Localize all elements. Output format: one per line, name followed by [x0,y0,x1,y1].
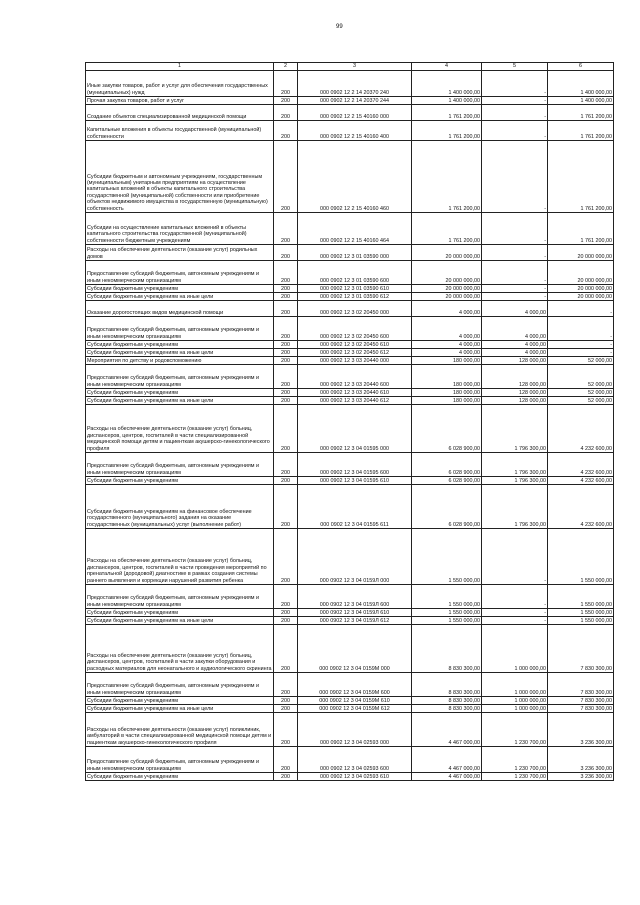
row-federal-cell: - [482,105,548,121]
row-name-cell: Мероприятия по детству и родовспоможению [86,357,274,365]
row-regional-cell: 1 761 200,00 [548,121,614,141]
table-row [86,453,614,477]
row-total-cell: 180 000,00 [412,389,482,397]
row-name-cell: Субсидии бюджетным учреждениям [86,341,274,349]
row-total-cell: 4 000,00 [412,301,482,317]
table-row [86,301,614,317]
table-row [86,121,614,141]
row-name-cell: Капитальные вложения в объекты государственной (муниципальной) собственности [86,121,274,141]
column-header: 4 [412,63,482,71]
row-name-cell: Субсидии бюджетным учреждениям [86,477,274,485]
table-body [86,71,614,781]
row-federal-cell: 128 000,00 [482,357,548,365]
row-federal-cell: - [482,97,548,105]
row-code-cell: 000 0902 12 3 04 01595 600 [298,453,412,477]
row-total-cell: 6 028 900,00 [412,405,482,453]
row-name-cell: Расходы на обеспечение деятельности (оказание услуг) больниц, диспансеров, центров, госпиталей в части проведения мероприятий по пренатальной (дородовой) диагностике в рамках создания системы раннего выявления и коррекции нарушений развития ребенка [86,529,274,585]
row-federal-cell: 4 000,00 [482,349,548,357]
column-header: 2 [274,63,298,71]
row-total-cell: 1 761 200,00 [412,105,482,121]
row-name-cell: Иные закупки товаров, работ и услуг для обеспечения государственных (муниципальных) нужд [86,71,274,97]
row-name-cell: Предоставление субсидий бюджетным, автономным учреждениям и иным некоммерческим организациям [86,747,274,773]
row-code-cell: 000 0902 12 3 04 0159М 612 [298,705,412,713]
row-total-cell: 8 830 300,00 [412,697,482,705]
row-name-cell: Предоставление субсидий бюджетным, автономным учреждениям и иным некоммерческим организациям [86,365,274,389]
row-federal-cell: 1 000 000,00 [482,697,548,705]
header-row [86,63,614,71]
row-name-cell: Прочая закупка товаров, работ и услуг [86,97,274,105]
row-code-cell: 000 0902 12 2 15 40160 464 [298,213,412,245]
row-regional-cell: 1 550 000,00 [548,617,614,625]
row-group-cell: 200 [274,405,298,453]
table-row [86,713,614,747]
row-total-cell: 4 000,00 [412,317,482,341]
row-total-cell: 1 550 000,00 [412,609,482,617]
row-federal-cell: - [482,285,548,293]
table-row [86,773,614,781]
row-federal-cell: - [482,121,548,141]
row-code-cell: 000 0902 12 3 02 20450 612 [298,349,412,357]
row-group-cell: 200 [274,285,298,293]
table-row [86,365,614,389]
row-name-cell: Предоставление субсидий бюджетным, автономным учреждениям и иным некоммерческим организациям [86,453,274,477]
row-federal-cell: 1 796 300,00 [482,405,548,453]
row-regional-cell: 7 830 300,00 [548,673,614,697]
row-federal-cell: 1 230 700,00 [482,747,548,773]
row-total-cell: 4 467 000,00 [412,747,482,773]
row-total-cell: 1 761 200,00 [412,213,482,245]
row-group-cell: 200 [274,617,298,625]
table-row [86,71,614,97]
row-regional-cell: 52 000,00 [548,389,614,397]
column-header: 6 [548,63,614,71]
column-header: 1 [86,63,274,71]
row-total-cell: 4 000,00 [412,349,482,357]
row-federal-cell: 4 000,00 [482,317,548,341]
row-regional-cell: 1 400 000,00 [548,97,614,105]
row-group-cell: 200 [274,317,298,341]
row-code-cell: 000 0902 12 3 03 20440 612 [298,397,412,405]
row-total-cell: 20 000 000,00 [412,245,482,261]
row-code-cell: 000 0902 12 3 04 0159М 000 [298,625,412,673]
row-regional-cell: 4 232 600,00 [548,405,614,453]
row-code-cell: 000 0902 12 3 04 02593 610 [298,773,412,781]
row-total-cell: 180 000,00 [412,365,482,389]
row-code-cell: 000 0902 12 3 03 20440 000 [298,357,412,365]
table-row [86,485,614,529]
row-code-cell: 000 0902 12 2 15 40160 460 [298,141,412,213]
page-number: 99 [336,24,343,30]
row-name-cell: Расходы на обеспечение деятельности (оказание услуг) больниц, диспансеров, центров, госпиталей в части специализированной медицинской помощи детям и пациенткам акушерско-гинекологического профиля [86,405,274,453]
row-name-cell: Субсидии бюджетным и автономным учреждениям, государственным (муниципальным) унитарным предприятиям на осуществление капитальных вложений в объекты капитального строительства государственной (муниципальной) собственности или приобретение объектов недвижимого имущества в государственную (муниципальную) собственность [86,141,274,213]
row-total-cell: 8 830 300,00 [412,705,482,713]
budget-table [85,62,614,781]
row-group-cell: 200 [274,625,298,673]
row-federal-cell: - [482,585,548,609]
row-name-cell: Расходы на обеспечение деятельности (оказание услуг) поликлиник, амбулаторий в части специализированной медицинской помощи детям и пациенткам акушерско-гинекологического профиля [86,713,274,747]
row-name-cell: Субсидии бюджетным учреждениям на иные цели [86,397,274,405]
row-regional-cell: 1 761 200,00 [548,213,614,245]
row-code-cell: 000 0902 12 3 04 0159Л 600 [298,585,412,609]
row-code-cell: 000 0902 12 2 14 20370 240 [298,71,412,97]
row-name-cell: Субсидии бюджетным учреждениям на иные цели [86,617,274,625]
table-row [86,97,614,105]
row-total-cell: 20 000 000,00 [412,285,482,293]
row-code-cell: 000 0902 12 3 01 03590 600 [298,261,412,285]
table-row [86,141,614,213]
row-total-cell: 1 400 000,00 [412,97,482,105]
row-total-cell: 180 000,00 [412,357,482,365]
row-regional-cell: 7 830 300,00 [548,697,614,705]
row-group-cell: 200 [274,341,298,349]
row-group-cell: 200 [274,121,298,141]
table-row [86,697,614,705]
row-federal-cell: 1 230 700,00 [482,713,548,747]
row-code-cell: 000 0902 12 2 15 40160 000 [298,105,412,121]
table-row [86,747,614,773]
row-group-cell: 200 [274,609,298,617]
row-federal-cell: 128 000,00 [482,365,548,389]
row-code-cell: 000 0902 12 3 04 0159М 610 [298,697,412,705]
table-row [86,349,614,357]
row-total-cell: 1 400 000,00 [412,71,482,97]
row-regional-cell: 1 400 000,00 [548,71,614,97]
table-row [86,705,614,713]
row-regional-cell: 20 000 000,00 [548,261,614,285]
row-name-cell: Предоставление субсидий бюджетным, автономным учреждениям и иным некоммерческим организациям [86,317,274,341]
row-name-cell: Субсидии бюджетным учреждениям на иные цели [86,349,274,357]
row-name-cell: Предоставление субсидий бюджетным, автономным учреждениям и иным некоммерческим организациям [86,585,274,609]
table-row [86,317,614,341]
row-regional-cell: 52 000,00 [548,357,614,365]
row-code-cell: 000 0902 12 2 14 20370 244 [298,97,412,105]
row-code-cell: 000 0902 12 3 02 20450 600 [298,317,412,341]
table-row [86,609,614,617]
row-code-cell: 000 0902 12 3 04 02593 600 [298,747,412,773]
table-row [86,341,614,349]
table-row [86,245,614,261]
table-row [86,405,614,453]
row-group-cell: 200 [274,773,298,781]
row-regional-cell: - [548,349,614,357]
row-code-cell: 000 0902 12 3 04 02593 000 [298,713,412,747]
row-group-cell: 200 [274,389,298,397]
row-federal-cell: 1 796 300,00 [482,477,548,485]
row-total-cell: 1 761 200,00 [412,141,482,213]
row-regional-cell: 1 761 200,00 [548,141,614,213]
row-total-cell: 4 467 000,00 [412,773,482,781]
row-total-cell: 20 000 000,00 [412,293,482,301]
table-row [86,625,614,673]
row-regional-cell: 3 236 300,00 [548,713,614,747]
row-name-cell: Субсидии бюджетным учреждениям [86,609,274,617]
row-federal-cell: - [482,71,548,97]
row-group-cell: 200 [274,585,298,609]
row-federal-cell: - [482,293,548,301]
row-federal-cell: - [482,617,548,625]
row-total-cell: 1 761 200,00 [412,121,482,141]
row-code-cell: 000 0902 12 3 02 20450 610 [298,341,412,349]
table-row [86,529,614,585]
row-regional-cell: 20 000 000,00 [548,245,614,261]
row-regional-cell: 3 236 300,00 [548,773,614,781]
row-code-cell: 000 0902 12 3 04 01595 610 [298,477,412,485]
row-federal-cell: - [482,213,548,245]
row-name-cell: Расходы на обеспечение деятельности (оказание услуг) родильных домов [86,245,274,261]
row-group-cell: 200 [274,453,298,477]
row-group-cell: 200 [274,747,298,773]
row-name-cell: Субсидии бюджетным учреждениям на финансовое обеспечение государственного (муниципального) задания на оказание государственных (муниципальных) услуг (выполнение работ) [86,485,274,529]
row-group-cell: 200 [274,673,298,697]
row-group-cell: 200 [274,71,298,97]
row-code-cell: 000 0902 12 3 04 01595 000 [298,405,412,453]
row-regional-cell: 4 232 600,00 [548,453,614,477]
row-regional-cell: 3 236 300,00 [548,747,614,773]
row-group-cell: 200 [274,357,298,365]
row-name-cell: Субсидии бюджетным учреждениям на иные цели [86,705,274,713]
row-total-cell: 6 028 900,00 [412,477,482,485]
row-federal-cell: 1 000 000,00 [482,673,548,697]
row-federal-cell: 1 000 000,00 [482,705,548,713]
table-row [86,617,614,625]
row-group-cell: 200 [274,293,298,301]
row-group-cell: 200 [274,397,298,405]
row-name-cell: Оказание дорогостоящих видов медицинской помощи [86,301,274,317]
row-name-cell: Субсидии бюджетным учреждениям [86,697,274,705]
row-total-cell: 4 000,00 [412,341,482,349]
table-row [86,261,614,285]
table-row [86,397,614,405]
row-group-cell: 200 [274,477,298,485]
row-code-cell: 000 0902 12 3 04 0159М 600 [298,673,412,697]
row-regional-cell: 1 550 000,00 [548,585,614,609]
table-row [86,293,614,301]
row-group-cell: 200 [274,301,298,317]
row-total-cell: 4 467 000,00 [412,713,482,747]
row-group-cell: 200 [274,705,298,713]
row-name-cell: Субсидии бюджетным учреждениям на иные цели [86,293,274,301]
column-header: 5 [482,63,548,71]
row-group-cell: 200 [274,97,298,105]
row-name-cell: Субсидии на осуществление капитальных вложений в объекты капитального строительства государственной (муниципальной) собственности бюджетным учреждениям [86,213,274,245]
row-regional-cell: 7 830 300,00 [548,625,614,673]
row-code-cell: 000 0902 12 3 02 20450 000 [298,301,412,317]
row-code-cell: 000 0902 12 3 04 0159Л 000 [298,529,412,585]
row-code-cell: 000 0902 12 2 15 40160 400 [298,121,412,141]
row-regional-cell: 52 000,00 [548,365,614,389]
row-group-cell: 200 [274,529,298,585]
row-regional-cell: 1 550 000,00 [548,529,614,585]
row-total-cell: 1 550 000,00 [412,585,482,609]
row-federal-cell: 4 000,00 [482,341,548,349]
table-row [86,673,614,697]
row-code-cell: 000 0902 12 3 03 20440 600 [298,365,412,389]
row-group-cell: 200 [274,213,298,245]
row-federal-cell: 128 000,00 [482,389,548,397]
row-code-cell: 000 0902 12 3 01 03590 612 [298,293,412,301]
row-total-cell: 20 000 000,00 [412,261,482,285]
row-regional-cell: 7 830 300,00 [548,705,614,713]
row-federal-cell: 1 796 300,00 [482,485,548,529]
row-federal-cell: 1 230 700,00 [482,773,548,781]
row-federal-cell: - [482,245,548,261]
table-row [86,477,614,485]
row-group-cell: 200 [274,261,298,285]
row-group-cell: 200 [274,349,298,357]
row-federal-cell: 1 000 000,00 [482,625,548,673]
row-group-cell: 200 [274,713,298,747]
table-row [86,357,614,365]
row-total-cell: 6 028 900,00 [412,485,482,529]
row-total-cell: 8 830 300,00 [412,673,482,697]
row-name-cell: Создание объектов специализированной медицинской помощи [86,105,274,121]
column-header: 3 [298,63,412,71]
row-federal-cell: - [482,141,548,213]
row-group-cell: 200 [274,105,298,121]
row-regional-cell: 52 000,00 [548,397,614,405]
row-group-cell: 200 [274,365,298,389]
row-code-cell: 000 0902 12 3 04 0159Л 612 [298,617,412,625]
row-regional-cell: 1 761 200,00 [548,105,614,121]
row-code-cell: 000 0902 12 3 04 0159Л 610 [298,609,412,617]
row-regional-cell: - [548,301,614,317]
row-federal-cell: 128 000,00 [482,397,548,405]
row-name-cell: Субсидии бюджетным учреждениям [86,285,274,293]
row-regional-cell: 4 232 600,00 [548,477,614,485]
row-regional-cell: 1 550 000,00 [548,609,614,617]
table-row [86,389,614,397]
table-row [86,105,614,121]
row-federal-cell: 1 796 300,00 [482,453,548,477]
row-name-cell: Субсидии бюджетным учреждениям [86,773,274,781]
row-total-cell: 8 830 300,00 [412,625,482,673]
row-federal-cell: - [482,529,548,585]
row-total-cell: 1 550 000,00 [412,529,482,585]
row-total-cell: 6 028 900,00 [412,453,482,477]
table-row [86,213,614,245]
table-row [86,285,614,293]
row-group-cell: 200 [274,697,298,705]
row-group-cell: 200 [274,141,298,213]
row-name-cell: Расходы на обеспечение деятельности (оказание услуг) больниц, диспансеров, центров, госпиталей в части закупки оборудования и расходных материалов для неонатального и аудиологического скрининга [86,625,274,673]
row-code-cell: 000 0902 12 3 01 03590 610 [298,285,412,293]
row-code-cell: 000 0902 12 3 04 01595 611 [298,485,412,529]
row-federal-cell: 4 000,00 [482,301,548,317]
row-name-cell: Предоставление субсидий бюджетным, автономным учреждениям и иным некоммерческим организациям [86,673,274,697]
row-federal-cell: - [482,609,548,617]
row-regional-cell: 4 232 600,00 [548,485,614,529]
table-row [86,585,614,609]
row-regional-cell: 20 000 000,00 [548,285,614,293]
row-code-cell: 000 0902 12 3 01 03590 000 [298,245,412,261]
row-name-cell: Субсидии бюджетным учреждениям [86,389,274,397]
row-name-cell: Предоставление субсидий бюджетным, автономным учреждениям и иным некоммерческим организациям [86,261,274,285]
row-total-cell: 1 550 000,00 [412,617,482,625]
row-federal-cell: - [482,261,548,285]
row-code-cell: 000 0902 12 3 03 20440 610 [298,389,412,397]
row-group-cell: 200 [274,245,298,261]
row-group-cell: 200 [274,485,298,529]
row-regional-cell: - [548,341,614,349]
row-total-cell: 180 000,00 [412,397,482,405]
row-regional-cell: 20 000 000,00 [548,293,614,301]
row-regional-cell: - [548,317,614,341]
